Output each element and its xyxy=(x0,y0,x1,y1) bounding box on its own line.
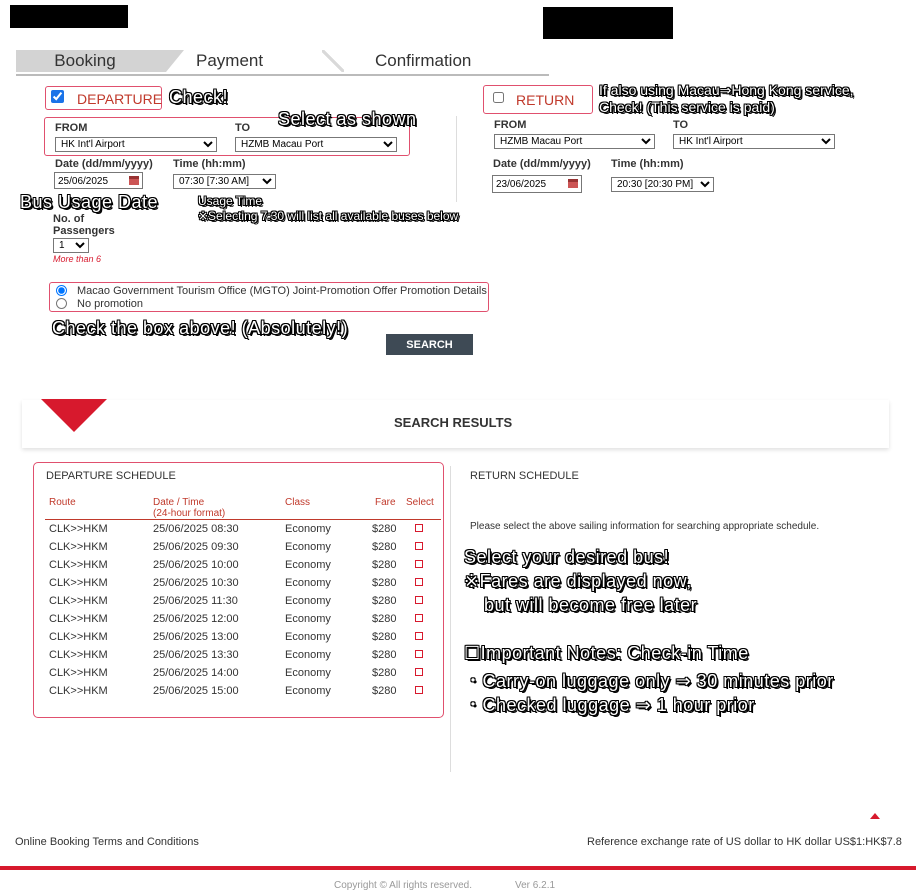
row-route: CLK>>HKM xyxy=(49,649,108,661)
row-route: CLK>>HKM xyxy=(49,613,108,625)
return-from-label: FROM xyxy=(494,119,527,131)
return-date-input[interactable] xyxy=(492,175,582,193)
back-to-top-icon[interactable] xyxy=(870,813,880,819)
row-route: CLK>>HKM xyxy=(49,685,108,697)
step-confirmation: Confirmation xyxy=(375,51,472,70)
row-select-checkbox[interactable] xyxy=(415,668,423,676)
return-schedule-title: RETURN SCHEDULE xyxy=(470,470,579,482)
header-underline xyxy=(45,519,441,520)
exchange-rate: Reference exchange rate of US dollar to HK dollar US$1:HK$7.8 xyxy=(587,836,902,848)
departure-date-label: Date (dd/mm/yyyy) xyxy=(55,158,153,170)
departure-to-label: TO xyxy=(235,122,251,134)
passengers-label-1: No. of xyxy=(53,213,85,225)
results-title: SEARCH RESULTS xyxy=(394,415,513,430)
annotation-usage-time-note: ※Selecting 7:30 will list all available buses below xyxy=(198,209,459,223)
row-datetime: 25/06/2025 10:00 xyxy=(153,559,239,571)
departure-from-label: FROM xyxy=(55,122,88,134)
row-fare: $280 xyxy=(372,523,397,535)
calendar-icon[interactable] xyxy=(568,179,578,188)
row-select-checkbox[interactable] xyxy=(415,542,423,550)
header-class: Class xyxy=(285,497,311,508)
step-divider-icon xyxy=(322,50,344,72)
return-label: RETURN xyxy=(516,92,575,108)
row-class: Economy xyxy=(285,667,331,679)
annotation-fares-1: ※Fares are displayed now, xyxy=(464,571,692,591)
row-fare: $280 xyxy=(372,613,397,625)
return-time-label: Time (hh:mm) xyxy=(611,158,684,170)
row-datetime: 25/06/2025 15:00 xyxy=(153,685,239,697)
row-class: Economy xyxy=(285,649,331,661)
row-route: CLK>>HKM xyxy=(49,577,108,589)
step-payment: Payment xyxy=(196,51,264,70)
redacted-logo xyxy=(10,5,128,28)
annotation-notes-2: ・Checked luggage ⇒ 1 hour prior xyxy=(464,695,755,715)
header-datetime-format: (24-hour format) xyxy=(153,508,226,519)
annotation-return-note-1: If also using Macau⇒Hong Kong service, xyxy=(599,82,854,98)
departure-time-label: Time (hh:mm) xyxy=(173,158,246,170)
row-datetime: 25/06/2025 13:00 xyxy=(153,631,239,643)
search-button[interactable]: SEARCH xyxy=(386,334,473,355)
row-select-checkbox[interactable] xyxy=(415,614,423,622)
departure-date-input[interactable] xyxy=(54,172,143,189)
return-from-select[interactable] xyxy=(494,134,655,149)
passengers-select[interactable] xyxy=(53,238,89,253)
calendar-icon[interactable] xyxy=(129,176,139,185)
row-fare: $280 xyxy=(372,595,397,607)
row-datetime: 25/06/2025 09:30 xyxy=(153,541,239,553)
return-to-label: TO xyxy=(673,119,689,131)
row-route: CLK>>HKM xyxy=(49,541,108,553)
return-schedule-message: Please select the above sailing information for searching appropriate schedule. xyxy=(470,521,820,532)
passengers-label-2: Passengers xyxy=(53,225,115,237)
row-fare: $280 xyxy=(372,667,397,679)
promotion-option-mgto: Macao Government Tourism Office (MGTO) Joint-Promotion Offer xyxy=(77,285,398,297)
step-booking: Booking xyxy=(16,50,166,72)
row-class: Economy xyxy=(285,523,331,535)
row-datetime: 25/06/2025 10:30 xyxy=(153,577,239,589)
row-route: CLK>>HKM xyxy=(49,667,108,679)
row-route: CLK>>HKM xyxy=(49,631,108,643)
schedule-divider xyxy=(450,466,451,772)
terms-link[interactable]: Online Booking Terms and Conditions xyxy=(15,836,199,848)
departure-date-value: 25/06/2025 xyxy=(58,176,109,187)
version: Ver 6.2.1 xyxy=(515,880,556,891)
promotion-radio-none[interactable] xyxy=(56,298,67,309)
results-triangle-icon xyxy=(41,399,107,432)
departure-time-select[interactable] xyxy=(173,174,276,189)
return-to-select[interactable] xyxy=(673,134,835,149)
row-class: Economy xyxy=(285,685,331,697)
row-select-checkbox[interactable] xyxy=(415,596,423,604)
header-select: Select xyxy=(406,497,434,508)
departure-to-select[interactable] xyxy=(235,137,397,152)
copyright: Copyright © All rights reserved. xyxy=(334,880,472,891)
annotation-fares-2: but will become free later xyxy=(484,595,698,615)
annotation-check-above: Check the box above! (Absolutely!) xyxy=(52,318,349,338)
return-date-label: Date (dd/mm/yyyy) xyxy=(493,158,591,170)
row-select-checkbox[interactable] xyxy=(415,524,423,532)
row-select-checkbox[interactable] xyxy=(415,578,423,586)
row-route: CLK>>HKM xyxy=(49,595,108,607)
row-datetime: 25/06/2025 11:30 xyxy=(153,595,238,607)
departure-checkbox[interactable] xyxy=(51,90,64,103)
annotation-usage-time: Usage Time xyxy=(198,194,263,208)
row-fare: $280 xyxy=(372,685,397,697)
return-date-value: 23/06/2025 xyxy=(496,179,547,190)
header-route: Route xyxy=(49,497,76,508)
form-divider xyxy=(456,116,457,202)
row-select-checkbox[interactable] xyxy=(415,560,423,568)
annotation-notes-title: ☐Important Notes: Check-in Time xyxy=(464,643,749,663)
row-class: Economy xyxy=(285,577,331,589)
row-fare: $280 xyxy=(372,649,397,661)
booking-steps xyxy=(16,50,549,76)
row-class: Economy xyxy=(285,541,331,553)
annotation-select-bus: Select your desired bus! xyxy=(464,547,670,567)
row-datetime: 25/06/2025 08:30 xyxy=(153,523,239,535)
row-route: CLK>>HKM xyxy=(49,523,108,535)
row-class: Economy xyxy=(285,613,331,625)
more-than-6-link[interactable]: More than 6 xyxy=(53,254,102,264)
departure-from-select[interactable] xyxy=(55,137,217,152)
row-datetime: 25/06/2025 14:00 xyxy=(153,667,239,679)
row-select-checkbox[interactable] xyxy=(415,632,423,640)
annotation-notes-1: ・Carry-on luggage only ⇒ 30 minutes prior xyxy=(464,671,834,691)
row-datetime: 25/06/2025 13:30 xyxy=(153,649,239,661)
row-fare: $280 xyxy=(372,631,397,643)
row-class: Economy xyxy=(285,595,331,607)
row-class: Economy xyxy=(285,559,331,571)
redacted-header-info xyxy=(543,7,673,39)
promotion-radio-mgto[interactable] xyxy=(56,285,67,296)
row-datetime: 25/06/2025 12:00 xyxy=(153,613,239,625)
row-select-checkbox[interactable] xyxy=(415,650,423,658)
footer-red-line xyxy=(0,866,916,870)
row-fare: $280 xyxy=(372,541,397,553)
row-fare: $280 xyxy=(372,559,397,571)
row-select-checkbox[interactable] xyxy=(415,686,423,694)
row-route: CLK>>HKM xyxy=(49,559,108,571)
header-datetime: Date / Time xyxy=(153,497,205,508)
promotion-details-link[interactable]: Promotion Details xyxy=(400,285,487,297)
annotation-select-as-shown: Select as shown xyxy=(278,109,417,129)
return-checkbox[interactable] xyxy=(493,92,504,103)
header-fare: Fare xyxy=(375,497,396,508)
annotation-return-note-2: Check! (This service is paid) xyxy=(599,99,775,115)
departure-schedule-title: DEPARTURE SCHEDULE xyxy=(46,470,176,482)
promotion-option-none: No promotion xyxy=(77,298,144,310)
annotation-check: Check! xyxy=(169,87,229,107)
departure-label: DEPARTURE xyxy=(77,91,163,107)
annotation-bus-date: Bus Usage Date xyxy=(20,192,159,212)
row-class: Economy xyxy=(285,631,331,643)
return-time-select[interactable] xyxy=(611,177,714,192)
row-fare: $280 xyxy=(372,577,397,589)
